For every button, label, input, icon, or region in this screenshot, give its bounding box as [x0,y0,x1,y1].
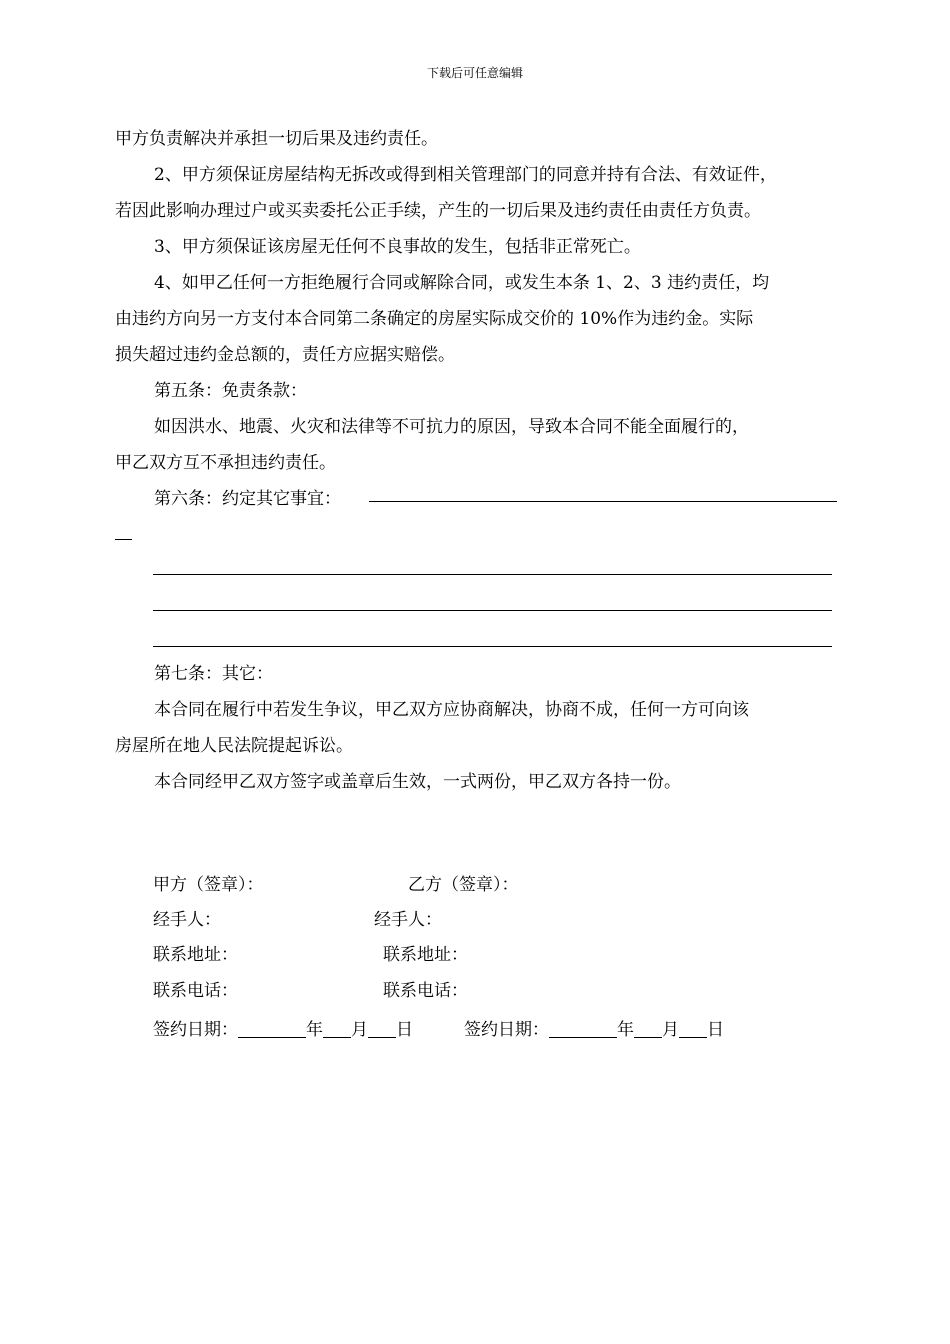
year-blank[interactable] [238,1013,306,1038]
party-b-agent: 经手人： [374,910,442,930]
paragraph-line: 4、如甲乙任何一方拒绝履行合同或解除合同，或发生本条 1、2、3 违约责任，均 [154,273,770,293]
month-blank[interactable] [323,1013,351,1038]
month-unit: 月 [351,1020,368,1040]
party-b-phone: 联系电话： [383,981,468,1001]
year-unit: 年 [617,1020,634,1040]
month-blank[interactable] [634,1013,662,1038]
fill-in-blank-line[interactable] [153,610,832,611]
day-unit: 日 [396,1020,413,1040]
section-heading-5: 第五条：免责条款： [154,381,307,401]
year-unit: 年 [306,1020,323,1040]
party-a-seal: 甲方（签章）： [153,875,264,895]
day-blank[interactable] [679,1013,707,1038]
paragraph-line: 若因此影响办理过户或买卖委托公正手续，产生的一切后果及违约责任由责任方负责。 [115,201,761,221]
section-heading-6: 第六条：约定其它事宜： [154,489,341,509]
party-a-date [153,1013,413,1039]
paragraph-line: 损失超过违约金总额的，责任方应据实赔偿。 [115,345,455,365]
party-a-address: 联系地址： [153,945,238,965]
paragraph-line: 3、甲方须保证该房屋无任何不良事故的发生，包括非正常死亡。 [154,237,641,257]
contract-body-continued [115,656,837,800]
section-heading-7: 第七条：其它： [154,664,273,684]
paragraph-line: 本合同在履行中若发生争议，甲乙双方应协商解决，协商不成，任何一方可向该 [154,700,749,720]
party-b-seal: 乙方（签章）： [408,875,519,895]
date-label: 签约日期： [153,1020,238,1040]
party-a-phone: 联系电话： [153,981,238,1001]
fill-in-blank-line[interactable] [153,646,832,647]
paragraph-line: 本合同经甲乙双方签字或盖章后生效，一式两份，甲乙双方各持一份。 [154,772,681,792]
paragraph-line: 房屋所在地人民法院提起诉讼。 [115,736,353,756]
page-header: 下载后可任意编辑 [426,66,523,80]
day-unit: 日 [707,1020,724,1040]
contract-body [115,121,837,517]
party-b-date [464,1013,724,1039]
day-blank[interactable] [368,1013,396,1038]
fill-in-blank-line[interactable] [153,574,832,575]
paragraph-line: 甲乙双方互不承担违约责任。 [115,453,336,473]
paragraph-line: 甲方负责解决并承担一切后果及违约责任。 [115,129,438,149]
date-label: 签约日期： [464,1020,549,1040]
paragraph-line: 2、甲方须保证房屋结构无拆改或得到相关管理部门的同意并持有合法、有效证件， [154,165,777,185]
year-blank[interactable] [549,1013,617,1038]
paragraph-line: 如因洪水、地震、火灾和法律等不可抗力的原因，导致本合同不能全面履行的， [154,417,749,437]
party-a-agent: 经手人： [153,910,221,930]
party-b-address: 联系地址： [383,945,468,965]
fill-in-blank-continuation [115,539,132,540]
paragraph-line: 由违约方向另一方支付本合同第二条确定的房屋实际成交价的 10%作为违约金。实际 [115,309,754,329]
fill-in-blank[interactable] [369,501,837,502]
month-unit: 月 [662,1020,679,1040]
